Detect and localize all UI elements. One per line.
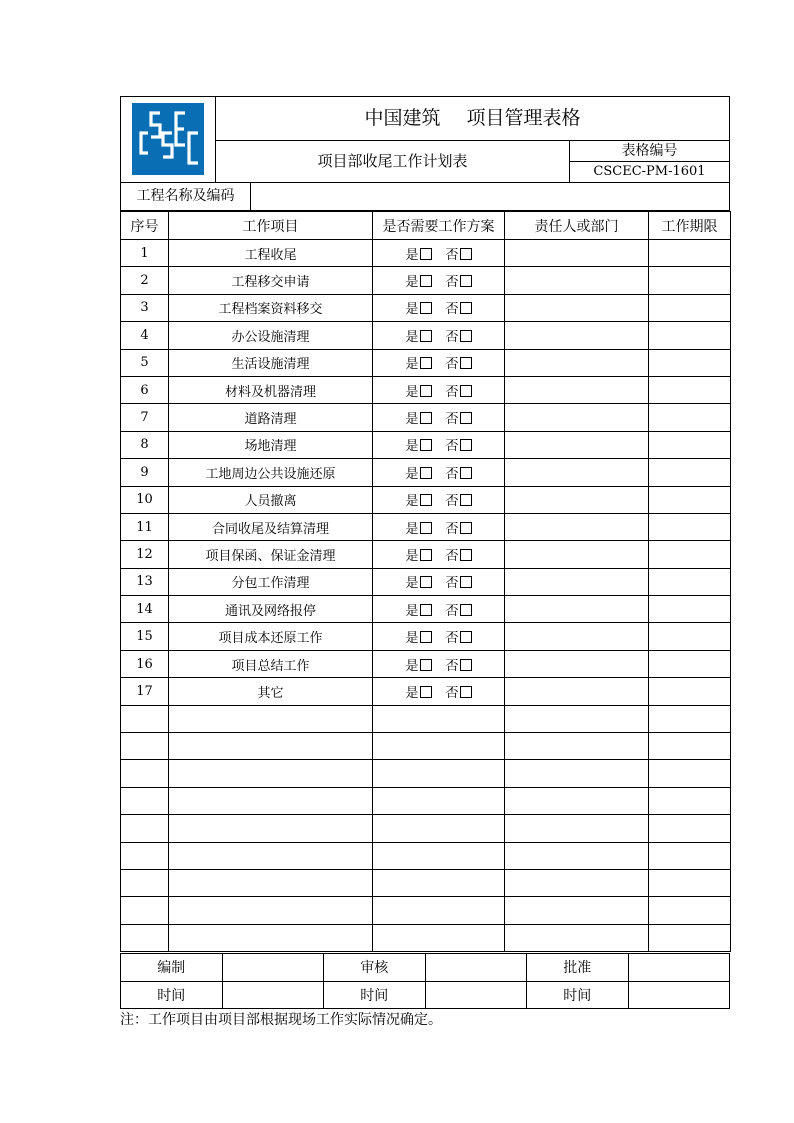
deadline-field[interactable] <box>649 705 731 732</box>
yes-label: 是 <box>405 439 419 455</box>
plan-choice <box>373 404 505 431</box>
yes-label: 是 <box>405 576 419 592</box>
form-code-label: 表格编号 <box>570 141 729 162</box>
deadline-field[interactable] <box>649 459 731 486</box>
review-label: 审核 <box>324 954 426 982</box>
no-checkbox[interactable] <box>460 385 472 397</box>
deadline-field[interactable] <box>649 376 731 403</box>
row-number: 8 <box>121 431 169 458</box>
yes-label: 是 <box>405 466 419 482</box>
table-row <box>121 623 731 650</box>
work-item: 材料及机器清理 <box>169 376 373 403</box>
no-checkbox[interactable] <box>460 604 472 616</box>
no-label: 否 <box>445 329 459 345</box>
plan-choice <box>373 596 505 623</box>
deadline-field[interactable] <box>649 240 731 267</box>
compile-time-label: 时间 <box>121 981 223 1009</box>
yes-checkbox[interactable] <box>420 659 432 671</box>
owner-field[interactable] <box>505 897 649 924</box>
row-number: 11 <box>121 513 169 540</box>
logo-cell <box>121 97 216 182</box>
yes-checkbox[interactable] <box>420 439 432 451</box>
yes-checkbox[interactable] <box>420 467 432 479</box>
yes-label: 是 <box>405 603 419 619</box>
owner-field[interactable] <box>505 787 649 814</box>
owner-field[interactable] <box>505 322 649 349</box>
company-title <box>216 97 729 141</box>
work-item: 人员撤离 <box>169 486 373 513</box>
deadline-field[interactable] <box>649 869 731 896</box>
work-item[interactable] <box>169 842 373 869</box>
review-time-label: 时间 <box>324 981 426 1009</box>
no-label: 否 <box>445 247 459 263</box>
plan-choice[interactable] <box>373 924 505 951</box>
no-label: 否 <box>445 466 459 482</box>
yes-label: 是 <box>405 412 419 428</box>
table-row <box>121 294 731 321</box>
no-label: 否 <box>445 439 459 455</box>
work-item: 工程档案资料移交 <box>169 294 373 321</box>
project-label: 工程名称及编码 <box>121 182 251 210</box>
row-number: 12 <box>121 541 169 568</box>
work-item: 通讯及网络报停 <box>169 596 373 623</box>
yes-checkbox[interactable] <box>420 522 432 534</box>
yes-checkbox[interactable] <box>420 385 432 397</box>
plan-choice <box>373 650 505 677</box>
yes-checkbox[interactable] <box>420 494 432 506</box>
work-item[interactable] <box>169 733 373 760</box>
no-label: 否 <box>445 275 459 291</box>
no-label: 否 <box>445 685 459 701</box>
yes-label: 是 <box>405 275 419 291</box>
owner-field[interactable] <box>505 815 649 842</box>
plan-choice <box>373 678 505 705</box>
yes-checkbox[interactable] <box>420 549 432 561</box>
work-item: 工地周边公共设施还原 <box>169 459 373 486</box>
table-row <box>121 431 731 458</box>
project-value-field[interactable] <box>252 182 729 210</box>
row-number: 14 <box>121 596 169 623</box>
owner-field[interactable] <box>505 294 649 321</box>
no-label: 否 <box>445 603 459 619</box>
blank-row <box>121 705 731 732</box>
yes-label: 是 <box>405 302 419 318</box>
plan-choice <box>373 459 505 486</box>
no-label: 否 <box>445 494 459 510</box>
yes-label: 是 <box>405 631 419 647</box>
table-row <box>121 678 731 705</box>
deadline-field[interactable] <box>649 815 731 842</box>
owner-field[interactable] <box>505 376 649 403</box>
plan-choice <box>373 513 505 540</box>
system-name: 项目管理表格 <box>466 107 581 129</box>
deadline-field[interactable] <box>649 322 731 349</box>
project-row <box>120 182 730 211</box>
plan-choice <box>373 623 505 650</box>
yes-checkbox[interactable] <box>420 248 432 260</box>
yes-checkbox[interactable] <box>420 302 432 314</box>
table-row <box>121 376 731 403</box>
plan-choice <box>373 568 505 595</box>
table-row <box>121 267 731 294</box>
yes-checkbox[interactable] <box>420 604 432 616</box>
plan-choice[interactable] <box>373 897 505 924</box>
owner-field[interactable] <box>505 431 649 458</box>
plan-choice[interactable] <box>373 705 505 732</box>
work-item: 其它 <box>169 678 373 705</box>
owner-field[interactable] <box>505 842 649 869</box>
row-number[interactable] <box>121 869 169 896</box>
plan-choice[interactable] <box>373 815 505 842</box>
plan-choice[interactable] <box>373 787 505 814</box>
row-number: 4 <box>121 322 169 349</box>
yes-label: 是 <box>405 548 419 564</box>
deadline-field[interactable] <box>649 596 731 623</box>
blank-row <box>121 760 731 787</box>
blank-row <box>121 787 731 814</box>
row-number: 16 <box>121 650 169 677</box>
work-item: 合同收尾及结算清理 <box>169 513 373 540</box>
owner-field[interactable] <box>505 650 649 677</box>
col-header-plan: 是否需要工作方案 <box>373 212 505 240</box>
yes-label: 是 <box>405 247 419 263</box>
table-row <box>121 596 731 623</box>
deadline-field[interactable] <box>649 513 731 540</box>
yes-checkbox[interactable] <box>420 412 432 424</box>
deadline-field[interactable] <box>649 760 731 787</box>
yes-checkbox[interactable] <box>420 357 432 369</box>
yes-checkbox[interactable] <box>420 330 432 342</box>
col-header-deadline: 工作期限 <box>649 212 731 240</box>
col-header-item: 工作项目 <box>169 212 373 240</box>
row-number: 10 <box>121 486 169 513</box>
sign-row-2 <box>121 981 730 1009</box>
owner-field[interactable] <box>505 924 649 951</box>
yes-label: 是 <box>405 685 419 701</box>
table-row <box>121 240 731 267</box>
row-number: 3 <box>121 294 169 321</box>
compile-label: 编制 <box>121 954 223 982</box>
table-row <box>121 322 731 349</box>
row-number: 15 <box>121 623 169 650</box>
row-number[interactable] <box>121 897 169 924</box>
row-number[interactable] <box>121 787 169 814</box>
row-number[interactable] <box>121 815 169 842</box>
work-item: 工程移交申请 <box>169 267 373 294</box>
row-number[interactable] <box>121 733 169 760</box>
row-number: 1 <box>121 240 169 267</box>
footnote: 注：工作项目由项目部根据现场工作实际情况确定。 <box>120 1012 442 1028</box>
deadline-field[interactable] <box>649 486 731 513</box>
review-field[interactable] <box>425 954 527 982</box>
yes-label: 是 <box>405 521 419 537</box>
deadline-field[interactable] <box>649 897 731 924</box>
owner-field[interactable] <box>505 349 649 376</box>
no-label: 否 <box>445 548 459 564</box>
work-item: 场地清理 <box>169 431 373 458</box>
blank-row <box>121 924 731 951</box>
row-number: 7 <box>121 404 169 431</box>
approve-time-label: 时间 <box>527 981 629 1009</box>
yes-label: 是 <box>405 329 419 345</box>
no-label: 否 <box>445 631 459 647</box>
work-item: 生活设施清理 <box>169 349 373 376</box>
blank-row <box>121 733 731 760</box>
table-row <box>121 650 731 677</box>
work-item: 办公设施清理 <box>169 322 373 349</box>
row-number[interactable] <box>121 760 169 787</box>
owner-field[interactable] <box>505 404 649 431</box>
form-header <box>120 96 730 183</box>
blank-row <box>121 842 731 869</box>
deadline-field[interactable] <box>649 650 731 677</box>
no-checkbox[interactable] <box>460 275 472 287</box>
yes-label: 是 <box>405 384 419 400</box>
no-label: 否 <box>445 357 459 373</box>
plan-choice <box>373 294 505 321</box>
no-checkbox[interactable] <box>460 659 472 671</box>
row-number[interactable] <box>121 842 169 869</box>
table-row <box>121 541 731 568</box>
plan-choice <box>373 431 505 458</box>
deadline-field[interactable] <box>649 404 731 431</box>
work-item: 项目成本还原工作 <box>169 623 373 650</box>
owner-field[interactable] <box>505 513 649 540</box>
owner-field[interactable] <box>505 869 649 896</box>
table-row <box>121 513 731 540</box>
yes-label: 是 <box>405 494 419 510</box>
table-row <box>121 349 731 376</box>
work-item[interactable] <box>169 897 373 924</box>
deadline-field[interactable] <box>649 924 731 951</box>
table-body <box>121 240 731 952</box>
owner-field[interactable] <box>505 541 649 568</box>
deadline-field[interactable] <box>649 568 731 595</box>
owner-field[interactable] <box>505 486 649 513</box>
work-item[interactable] <box>169 924 373 951</box>
no-checkbox[interactable] <box>460 357 472 369</box>
plan-choice <box>373 486 505 513</box>
no-checkbox[interactable] <box>460 631 472 643</box>
plan-choice <box>373 240 505 267</box>
yes-checkbox[interactable] <box>420 631 432 643</box>
compile-time-field[interactable] <box>222 981 324 1009</box>
owner-field[interactable] <box>505 623 649 650</box>
plan-choice <box>373 267 505 294</box>
no-label: 否 <box>445 302 459 318</box>
work-item[interactable] <box>169 815 373 842</box>
owner-field[interactable] <box>505 459 649 486</box>
no-checkbox[interactable] <box>460 576 472 588</box>
no-label: 否 <box>445 384 459 400</box>
company-name: 中国建筑 <box>364 107 441 129</box>
sign-row-1 <box>121 954 730 982</box>
yes-checkbox[interactable] <box>420 576 432 588</box>
owner-field[interactable] <box>505 760 649 787</box>
owner-field[interactable] <box>505 240 649 267</box>
sign-table <box>120 953 730 1009</box>
no-checkbox[interactable] <box>460 439 472 451</box>
owner-field[interactable] <box>505 568 649 595</box>
deadline-field[interactable] <box>649 678 731 705</box>
row-number: 6 <box>121 376 169 403</box>
blank-row <box>121 815 731 842</box>
work-item: 项目总结工作 <box>169 650 373 677</box>
row-number: 17 <box>121 678 169 705</box>
owner-field[interactable] <box>505 596 649 623</box>
no-label: 否 <box>445 521 459 537</box>
work-item[interactable] <box>169 787 373 814</box>
row-number: 9 <box>121 459 169 486</box>
plan-choice[interactable] <box>373 760 505 787</box>
approve-time-field[interactable] <box>628 981 730 1009</box>
no-checkbox[interactable] <box>460 467 472 479</box>
blank-row <box>121 897 731 924</box>
work-item[interactable] <box>169 705 373 732</box>
deadline-field[interactable] <box>649 842 731 869</box>
no-label: 否 <box>445 412 459 428</box>
blank-row <box>121 869 731 896</box>
work-item: 工程收尾 <box>169 240 373 267</box>
work-item[interactable] <box>169 869 373 896</box>
deadline-field[interactable] <box>649 541 731 568</box>
plan-choice[interactable] <box>373 842 505 869</box>
row-number: 5 <box>121 349 169 376</box>
plan-choice[interactable] <box>373 869 505 896</box>
yes-label: 是 <box>405 357 419 373</box>
row-number[interactable] <box>121 924 169 951</box>
deadline-field[interactable] <box>649 623 731 650</box>
work-item: 道路清理 <box>169 404 373 431</box>
no-checkbox[interactable] <box>460 686 472 698</box>
no-checkbox[interactable] <box>460 494 472 506</box>
no-checkbox[interactable] <box>460 248 472 260</box>
yes-checkbox[interactable] <box>420 686 432 698</box>
deadline-field[interactable] <box>649 267 731 294</box>
compile-field[interactable] <box>222 954 324 982</box>
table-row <box>121 568 731 595</box>
no-checkbox[interactable] <box>460 302 472 314</box>
cscec-logo <box>132 103 204 175</box>
col-header-no: 序号 <box>121 212 169 240</box>
no-checkbox[interactable] <box>460 412 472 424</box>
no-label: 否 <box>445 576 459 592</box>
approve-field[interactable] <box>628 954 730 982</box>
row-number: 2 <box>121 267 169 294</box>
row-number: 13 <box>121 568 169 595</box>
no-checkbox[interactable] <box>460 549 472 561</box>
plan-table <box>120 211 731 952</box>
deadline-field[interactable] <box>649 349 731 376</box>
owner-field[interactable] <box>505 705 649 732</box>
work-item: 项目保函、保证金清理 <box>169 541 373 568</box>
plan-choice <box>373 322 505 349</box>
row-number[interactable] <box>121 705 169 732</box>
deadline-field[interactable] <box>649 787 731 814</box>
form-code-value: CSCEC-PM-1601 <box>593 164 706 179</box>
owner-field[interactable] <box>505 733 649 760</box>
table-row <box>121 486 731 513</box>
deadline-field[interactable] <box>649 733 731 760</box>
work-item: 分包工作清理 <box>169 568 373 595</box>
plan-choice[interactable] <box>373 733 505 760</box>
yes-checkbox[interactable] <box>420 275 432 287</box>
no-checkbox[interactable] <box>460 522 472 534</box>
work-item[interactable] <box>169 760 373 787</box>
table-row <box>121 404 731 431</box>
approve-label: 批准 <box>527 954 629 982</box>
no-label: 否 <box>445 658 459 674</box>
no-checkbox[interactable] <box>460 330 472 342</box>
owner-field[interactable] <box>505 267 649 294</box>
deadline-field[interactable] <box>649 431 731 458</box>
form-name: 项目部收尾工作计划表 <box>216 141 570 182</box>
table-header-row <box>121 212 731 240</box>
plan-choice <box>373 541 505 568</box>
plan-choice <box>373 376 505 403</box>
col-header-owner: 责任人或部门 <box>505 212 649 240</box>
yes-label: 是 <box>405 658 419 674</box>
review-time-field[interactable] <box>425 981 527 1009</box>
deadline-field[interactable] <box>649 294 731 321</box>
table-row <box>121 459 731 486</box>
owner-field[interactable] <box>505 678 649 705</box>
plan-choice <box>373 349 505 376</box>
